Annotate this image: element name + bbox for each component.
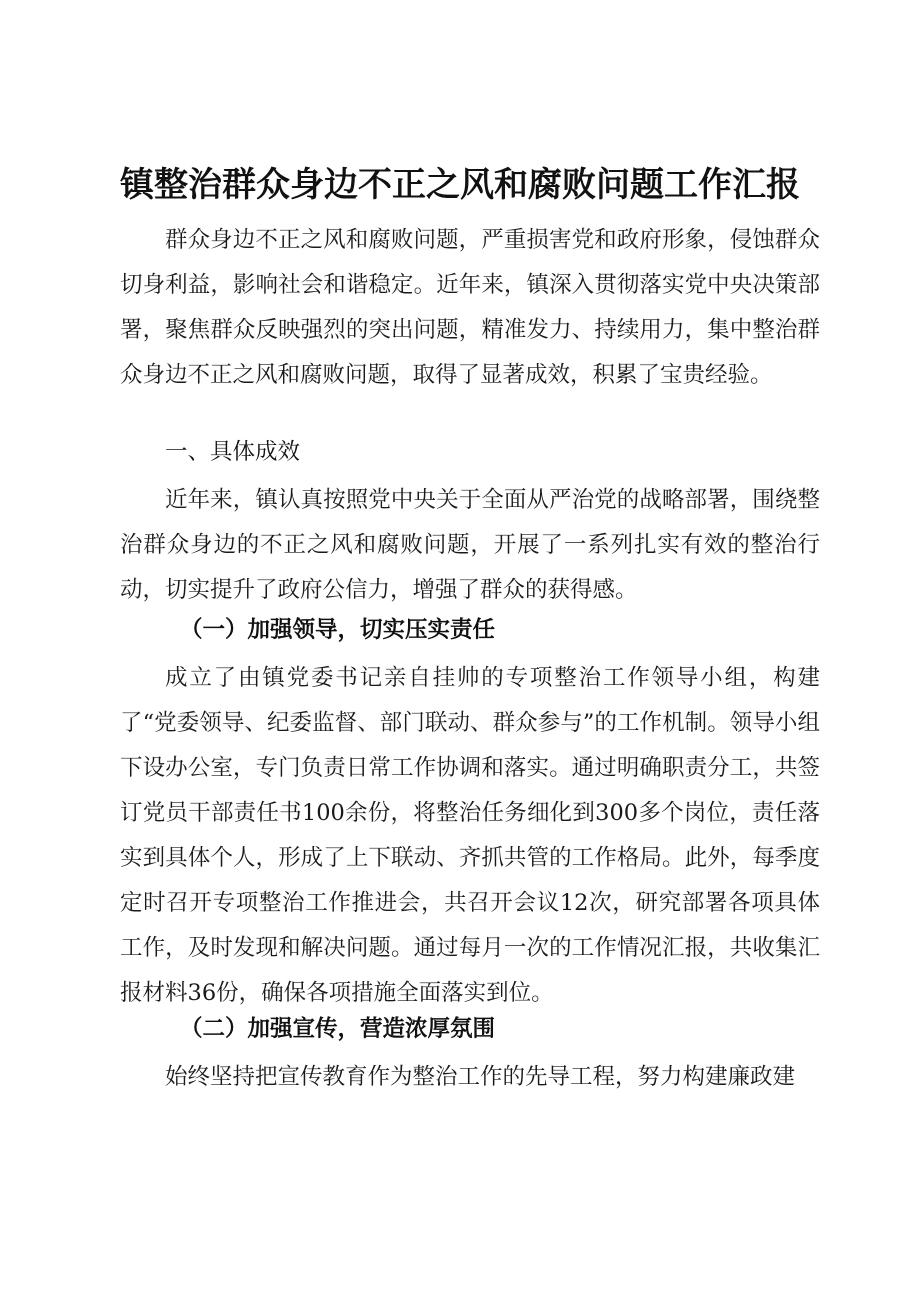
leadership-paragraph: 成立了由镇党委书记亲自挂帅的专项整治工作领导小组，构建了“党委领导、纪委监督、部门联动、群众参与”的工作机制。领导小组下设办公室，专门负责日常工作协调和落实。通过明确职责分工，共签订党员干部责任书100余份，将整治任务细化到300多个岗位，责任落实到具体个人，形成了上下联动、齐抓共管的工作格局。此外，每季度定时召开专项整治工作推进会，共召开会议12次，研究部署各项具体工作，及时发现和解决问题。通过每月一次的工作情况汇报，共收集汇报材料36份，确保各项措施全面落实到位。	[120, 665, 820, 1006]
intro-paragraph: 群众身边不正之风和腐败问题，严重损害党和政府形象，侵蚀群众切身利益，影响社会和谐稳定。近年来，镇深入贯彻落实党中央决策部署，聚焦群众反映强烈的突出问题，精准发力、持续用力，集中整治群众身边不正之风和腐败问题，取得了显著成效，积累了宝贵经验。	[120, 227, 820, 388]
document-title: 镇整治群众身边不正之风和腐败问题工作汇报	[120, 165, 800, 205]
subsection-heading-leadership: （一）加强领导，切实压实责任	[180, 617, 496, 643]
publicity-paragraph: 始终坚持把宣传教育作为整治工作的先导工程，努力构建廉政建	[165, 1064, 796, 1090]
subsection-heading-publicity: （二）加强宣传，营造浓厚氛围	[180, 1016, 496, 1042]
section-intro-paragraph: 近年来，镇认真按照党中央关于全面从严治党的战略部署，围绕整治群众身边的不正之风和腐败问题，开展了一系列扎实有效的整治行动，切实提升了政府公信力，增强了群众的获得感。	[120, 487, 820, 603]
section-heading-results: 一、具体成效	[165, 439, 301, 465]
